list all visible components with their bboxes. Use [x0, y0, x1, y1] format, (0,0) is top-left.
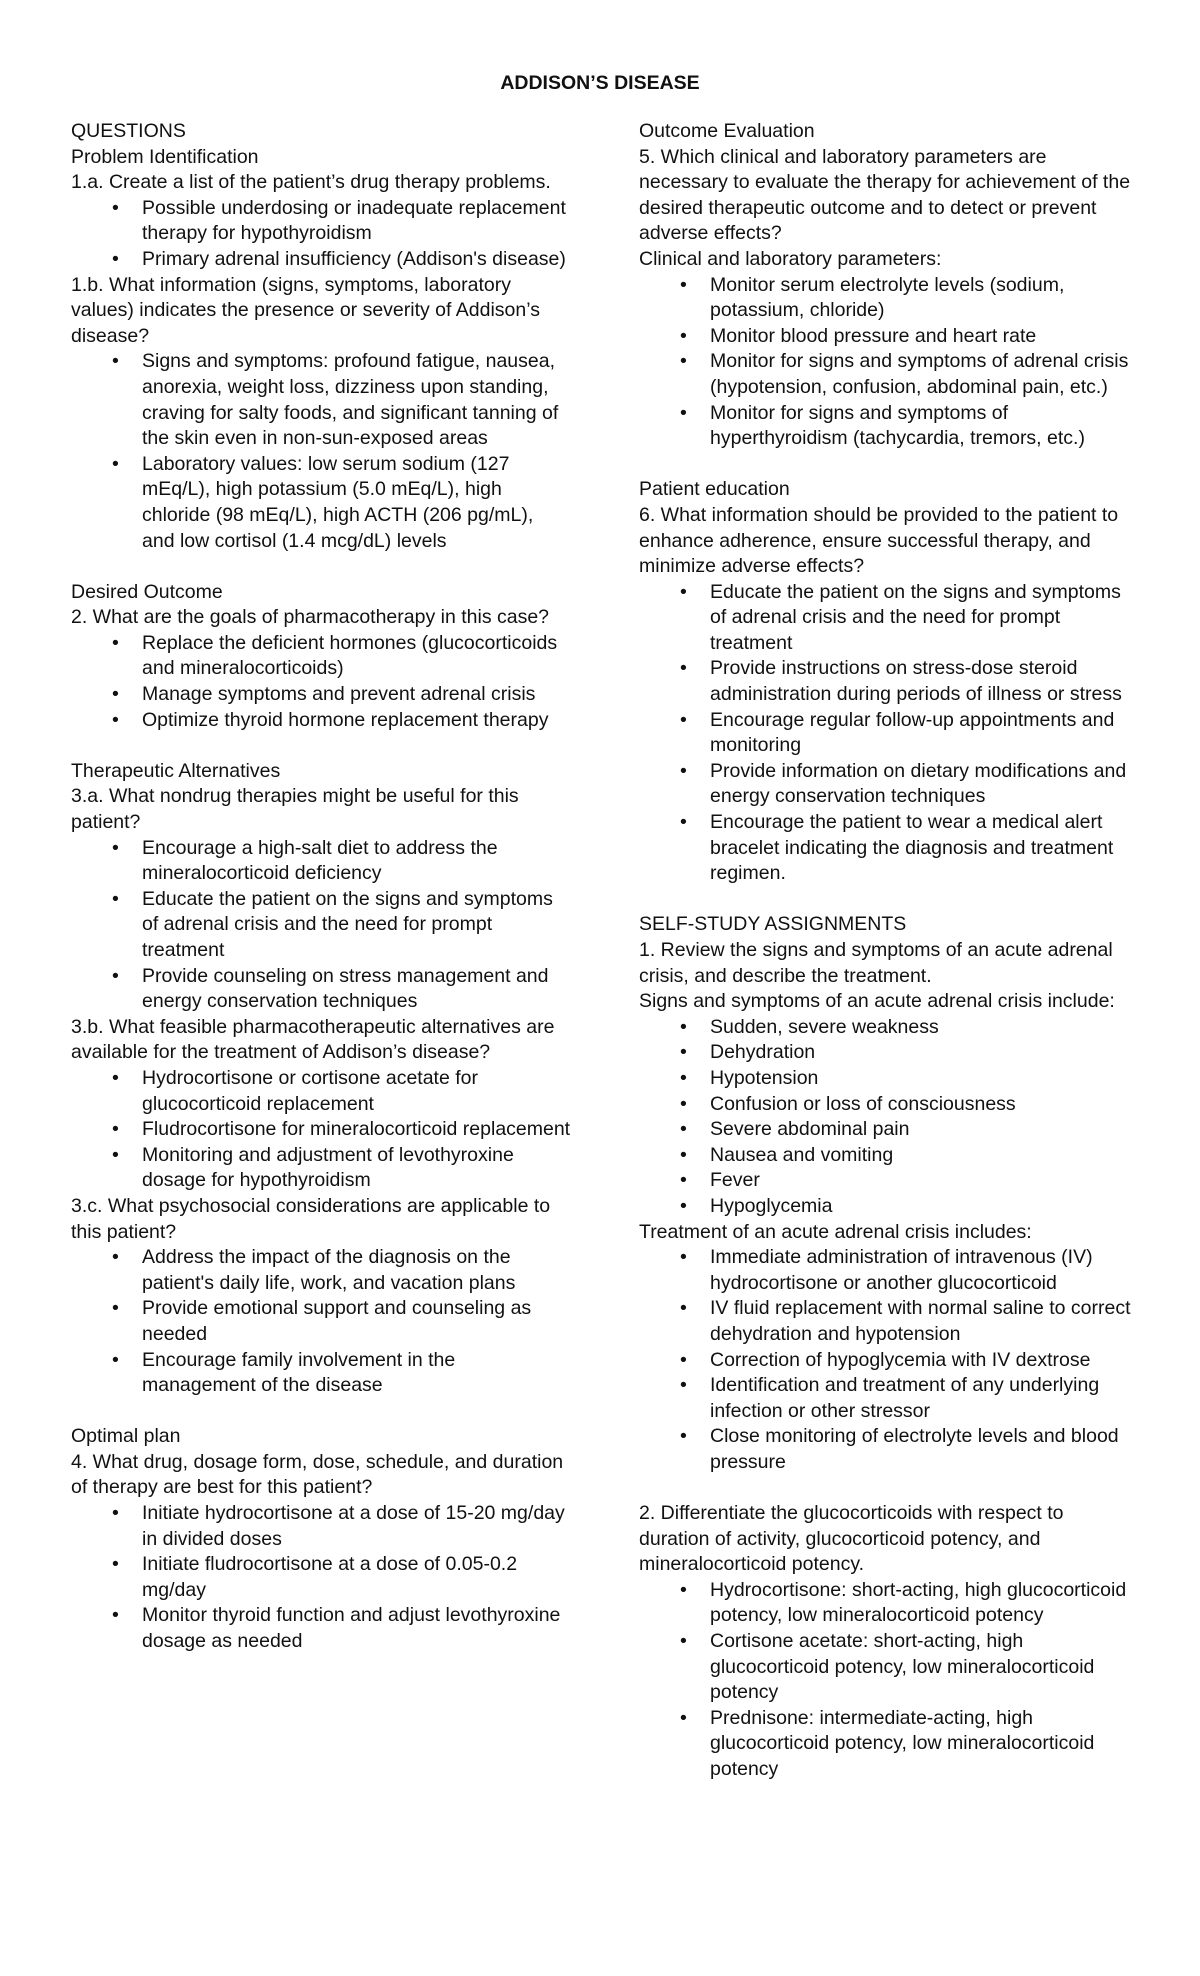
bullet-item: • Correction of hypoglycemia with IV dextrose — [639, 1348, 1139, 1374]
section-text: Clinical and laboratory parameters: — [639, 247, 942, 270]
bullet-item: • Confusion or loss of consciousness — [639, 1092, 1139, 1118]
section-heading: 3.c. What psychosocial considerations are applicable to this patient? — [71, 1194, 551, 1243]
bullet-item: • Monitor blood pressure and heart rate — [639, 324, 1139, 350]
section-block — [71, 759, 571, 1015]
bullet-list — [71, 1245, 571, 1399]
bullet-list — [71, 349, 571, 554]
bullet-list — [639, 1578, 1139, 1783]
section-text: Signs and symptoms of an acute adrenal crisis include: — [639, 990, 1115, 1013]
section-block — [71, 1424, 571, 1654]
bullet-list — [639, 580, 1139, 887]
bullet-item: • Prednisone: intermediate-acting, high glucocorticoid potency, low mineralocorticoid potency — [639, 1706, 1139, 1783]
bullet-item: • Immediate administration of intravenous (IV) hydrocortisone or another glucocorticoid — [639, 1245, 1139, 1296]
bullet-item: • Possible underdosing or inadequate replacement therapy for hypothyroidism — [71, 196, 571, 247]
left-column — [71, 119, 571, 1655]
section-text: 6. What information should be provided to the patient to enhance adherence, ensure successful therapy, and minimize adverse effects? — [639, 503, 1119, 578]
section-text: Problem Identification — [71, 145, 259, 168]
document-title: ADDISON’S DISEASE — [500, 72, 700, 94]
bullet-item: • Provide counseling on stress management and energy conservation techniques — [71, 964, 571, 1015]
bullet-item: • Severe abdominal pain — [639, 1117, 1139, 1143]
bullet-item: • Initiate hydrocortisone at a dose of 15-20 mg/day in divided doses — [71, 1501, 571, 1552]
section-block — [639, 477, 1139, 887]
bullet-item: • Signs and symptoms: profound fatigue, nausea, anorexia, weight loss, dizziness upon standing, craving for salty foods, and significant tanning of the skin even in non-sun-exposed areas — [71, 349, 571, 451]
section-block — [71, 1015, 571, 1194]
section-text: 4. What drug, dosage form, dose, schedule, and duration of therapy are best for this patient? — [71, 1450, 564, 1499]
bullet-item: • Fever — [639, 1168, 1139, 1194]
bullet-item: • Monitor serum electrolyte levels (sodium, potassium, chloride) — [639, 273, 1139, 324]
section-heading: Optimal plan — [71, 1425, 181, 1448]
bullet-item: • Educate the patient on the signs and symptoms of adrenal crisis and the need for prompt treatment — [71, 887, 571, 964]
section-block — [639, 119, 1139, 452]
bullet-item: • IV fluid replacement with normal saline to correct dehydration and hypotension — [639, 1296, 1139, 1347]
bullet-list — [71, 631, 571, 733]
bullet-item: • Optimize thyroid hormone replacement therapy — [71, 708, 571, 734]
bullet-item: • Encourage the patient to wear a medical alert bracelet indicating the diagnosis and treatment regimen. — [639, 810, 1139, 887]
section-text: 1.a. Create a list of the patient’s drug therapy problems. — [71, 171, 551, 194]
bullet-item: • Address the impact of the diagnosis on the patient's daily life, work, and vacation plans — [71, 1245, 571, 1296]
section-heading: QUESTIONS — [71, 120, 186, 142]
bullet-item: • Provide information on dietary modifications and energy conservation techniques — [639, 759, 1139, 810]
bullet-item: • Provide emotional support and counseling as needed — [71, 1296, 571, 1347]
bullet-item: • Cortisone acetate: short-acting, high glucocorticoid potency, low mineralocorticoid potency — [639, 1629, 1139, 1706]
bullet-item: • Educate the patient on the signs and symptoms of adrenal crisis and the need for prompt treatment — [639, 580, 1139, 657]
section-block — [71, 580, 571, 734]
bullet-item: • Encourage family involvement in the management of the disease — [71, 1348, 571, 1399]
section-heading: Desired Outcome — [71, 580, 223, 603]
bullet-item: • Monitoring and adjustment of levothyroxine dosage for hypothyroidism — [71, 1143, 571, 1194]
bullet-item: • Provide instructions on stress-dose steroid administration during periods of illness or stress — [639, 656, 1139, 707]
bullet-item: • Close monitoring of electrolyte levels and blood pressure — [639, 1424, 1139, 1475]
bullet-item: • Monitor for signs and symptoms of hyperthyroidism (tachycardia, tremors, etc.) — [639, 401, 1139, 452]
section-block — [639, 1501, 1139, 1783]
bullet-item: • Hypotension — [639, 1066, 1139, 1092]
bullet-list — [71, 1501, 571, 1655]
section-heading: Outcome Evaluation — [639, 120, 815, 142]
bullet-item: • Dehydration — [639, 1040, 1139, 1066]
bullet-item: • Sudden, severe weakness — [639, 1015, 1139, 1041]
section-block — [71, 1194, 571, 1399]
bullet-item: • Primary adrenal insufficiency (Addison's disease) — [71, 247, 571, 273]
right-column — [639, 119, 1139, 1783]
section-text: 2. What are the goals of pharmacotherapy in this case? — [71, 606, 550, 629]
bullet-item: • Initiate fludrocortisone at a dose of 0.05-0.2 mg/day — [71, 1552, 571, 1603]
section-text: 3.a. What nondrug therapies might be useful for this patient? — [71, 785, 519, 834]
bullet-item: • Monitor for signs and symptoms of adrenal crisis (hypotension, confusion, abdominal pain, etc.) — [639, 349, 1139, 400]
bullet-list — [71, 836, 571, 1015]
bullet-list — [639, 1015, 1139, 1220]
section-heading: SELF-STUDY ASSIGNMENTS — [639, 913, 907, 936]
bullet-list — [639, 1245, 1139, 1475]
bullet-item: • Hypoglycemia — [639, 1194, 1139, 1220]
section-block — [639, 912, 1139, 1219]
bullet-item: • Nausea and vomiting — [639, 1143, 1139, 1169]
bullet-item: • Laboratory values: low serum sodium (127 mEq/L), high potassium (5.0 mEq/L), high chloride (98 mEq/L), high ACTH (206 pg/mL), and low cortisol (1.4 mcg/dL) levels — [71, 452, 571, 554]
section-heading: 1.b. What information (signs, symptoms, laboratory values) indicates the presence or severity of Addison’s disease? — [71, 273, 540, 347]
section-text: 5. Which clinical and laboratory parameters are necessary to evaluate the therapy for achievement of the desired therapeutic outcome and to detect or prevent adverse effects? — [639, 145, 1131, 245]
section-heading: 3.b. What feasible pharmacotherapeutic alternatives are available for the treatment of Addison’s disease? — [71, 1015, 555, 1064]
bullet-item: • Hydrocortisone: short-acting, high glucocorticoid potency, low mineralocorticoid potency — [639, 1578, 1139, 1629]
bullet-list — [71, 196, 571, 273]
bullet-item: • Encourage a high-salt diet to address the mineralocorticoid deficiency — [71, 836, 571, 887]
section-heading: Patient education — [639, 478, 790, 501]
section-heading: Therapeutic Alternatives — [71, 759, 281, 782]
section-heading: 2. Differentiate the glucocorticoids with respect to duration of activity, glucocorticoid potency, and mineralocorticoid potency. — [639, 1502, 1064, 1576]
bullet-item: • Manage symptoms and prevent adrenal crisis — [71, 682, 571, 708]
section-block — [639, 1220, 1139, 1476]
bullet-item: • Fludrocortisone for mineralocorticoid replacement — [71, 1117, 571, 1143]
bullet-item: • Identification and treatment of any underlying infection or other stressor — [639, 1373, 1139, 1424]
bullet-item: • Hydrocortisone or cortisone acetate for glucocorticoid replacement — [71, 1066, 571, 1117]
bullet-item: • Encourage regular follow-up appointments and monitoring — [639, 708, 1139, 759]
bullet-list — [71, 1066, 571, 1194]
section-text: 1. Review the signs and symptoms of an acute adrenal crisis, and describe the treatment. — [639, 939, 1113, 987]
section-heading: Treatment of an acute adrenal crisis includes: — [639, 1220, 1032, 1243]
bullet-item: • Replace the deficient hormones (glucocorticoids and mineralocorticoids) — [71, 631, 571, 682]
section-block — [71, 273, 571, 555]
bullet-list — [639, 273, 1139, 452]
section-block — [71, 119, 571, 273]
bullet-item: • Monitor thyroid function and adjust levothyroxine dosage as needed — [71, 1603, 571, 1654]
